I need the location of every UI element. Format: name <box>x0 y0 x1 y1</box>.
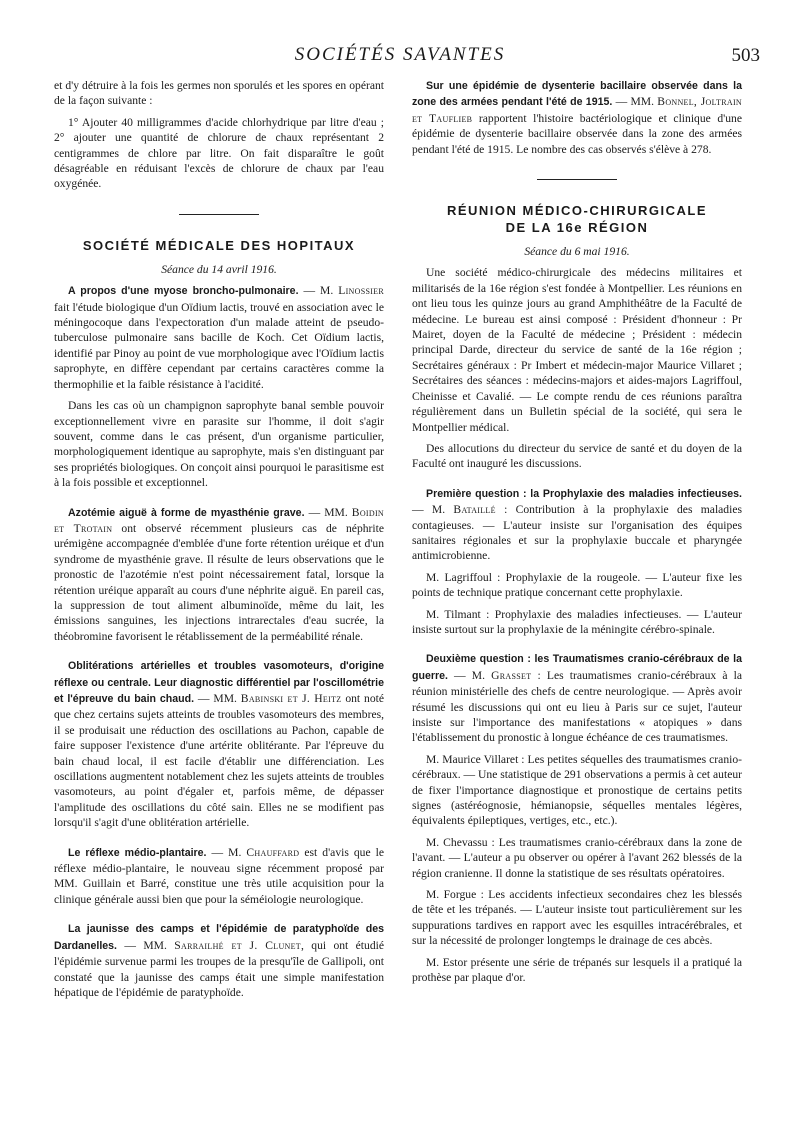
communication: M. Tilmant : Prophylaxie des maladies infectieuses. — L'auteur insiste surtout sur la prophylaxie de la méningite cérébro-spinale. <box>412 607 742 636</box>
right-column <box>412 78 742 992</box>
separator: — MM. <box>194 692 241 705</box>
left-column <box>54 78 384 1006</box>
article-text: fait l'étude biologique d'un Oïdium lactis, trouvé en association avec le méningocoque dans l'expectoration d'un malade atteint de pseudo-tuberculose pulmonaire sans bacille de Koch. Cet Oïdium lactis, identifié par Pinoy au point de vue morphologique avec l'Oïdium lactis saprophyte, en diffère cependant par certains caractères comme la thermophilie et la faible résistance à l'acidité. <box>54 300 384 391</box>
running-title: SOCIÉTÉS SAVANTES <box>294 44 506 65</box>
article-title: A propos d'une myose broncho-pulmonaire. <box>68 285 299 298</box>
section-title: SOCIÉTÉ MÉDICALE DES HOPITAUX <box>82 237 356 253</box>
article-title: Azotémie aiguë à forme de myasthénie grave. <box>68 506 305 519</box>
article-title: La jaunisse des camps et l'épidémie de paratyphoïde des Dardanelles. <box>54 923 384 952</box>
question <box>412 486 742 564</box>
page-number: 503 <box>731 45 760 66</box>
article-text: ont noté que chez certains sujets atteints de troubles vasomoteurs des membres, il se produisait une réduction des oscillations au Pachon, capable de faire supposer l'existence d'une artérite oblitérante. Par l'épreuve du bain chaud local, il est facile d'établir une différenciation. Les oscillations augmentent notablement chez les sujets atteints de troubles vasomoteurs, au point d'égaler et, parfois même, de dépasser l'amplitude des oscillations du côté sain. Elles ne se modifient pas lorsqu'il s'agit d'une oblitération artérielle. <box>54 692 384 830</box>
seance-date: Séance du 14 avril 1916. <box>161 262 277 276</box>
separator: — MM. <box>304 505 352 519</box>
article <box>54 283 384 392</box>
body-paragraph: Une société médico-chirurgicale des médecins militaires et militarisés de la 16e région s'est fondée à Montpellier. Les réunions en ont lieu tous les quinze jours au grand Amphithéâtre de la Faculté de médecine. Le bureau est ainsi composé : Président d'honneur : Pr Mairet, doyen de la Faculté de médecine ; Président : médecin principal Darde, directeur du service de santé de la 16e région ; Secrétaires généraux : Pr Imbert et médecin-major Maurice Villaret ; Secrétaires des séances : médecins-majors et aides-majors Lagriffoul, Cheinisse et Cavalié. — Le compte rendu de ces réunions paraîtra régulièrement dans un Bulletin spécial de la société, qui sera le Montpellier médical. <box>412 266 742 434</box>
intro-paragraph: et d'y détruire à la fois les germes non sporulés et les spores en opérant de la façon suivante : <box>54 79 384 108</box>
communication: M. Forgue : Les accidents infectieux secondaires chez les blessés de tête et les trépanés. — L'auteur insiste tout particulièrement sur les suppurations tardives en rapport avec les esquilles intracérébrales, et sur la nécessité de prolonger longtemps le drainage de ces abcès. <box>412 888 742 948</box>
article-author: Boidin et Trotain <box>54 505 384 535</box>
article <box>412 78 742 157</box>
article-text: : Contribution à la prophylaxie des maladies contagieuses. — L'auteur insiste sur l'organisation des équipes sanitaires régionales et sur la prophylaxie buccale et pharyngée antimicrobienne. <box>412 503 742 563</box>
article <box>54 505 384 645</box>
separator: — M. <box>447 668 492 682</box>
section-title-line: DE LA 16e RÉGION <box>505 220 649 236</box>
section-title-line: RÉUNION MÉDICO-CHIRURGICALE <box>446 203 708 219</box>
separator: — MM. <box>612 95 658 109</box>
question-title: Deuxième question : les Traumatismes cranio-cérébraux de la guerre. <box>412 653 742 682</box>
separator: — M. <box>206 845 247 859</box>
article-author: Chauffard <box>246 845 300 859</box>
article-text: ont observé récemment plusieurs cas de néphrite urémigène accompagnée d'emblée d'une forte rétention uréique et d'un syndrome de myasthénie grave. Il résulte de leurs observations que le pronostic de l'azotémie n'est point nécessairement fatal, lorsque la rétention uréique apparaît au cours d'une néphrite aiguë. En pareil cas, la suppression de tout aliment albuminoïde, même du lait, les émissions sanguines, les injections intrarectales d'eau sucrée, la théobromine favorisent le rétablissement de la perméabilité rénale. <box>54 521 384 643</box>
body-paragraph: Des allocutions du directeur du service de santé et du doyen de la Faculté ont inauguré les discussions. <box>412 441 742 471</box>
article <box>54 845 384 908</box>
seance-date: Séance du 6 mai 1916. <box>524 245 630 259</box>
article-text: : Les traumatismes cranio-cérébraux à la réunion ministérielle des chefs de centre neurologique. — Après avoir résumé les discussions qui ont eu lieu à Paris sur ce sujet, l'auteur insiste sur l'importance des manifestations « atopiques » dans l'établissement du pronostic à longue échéance de ces traumatismes. <box>412 668 742 745</box>
question-title: Première question : la Prophylaxie des maladies infectieuses. <box>426 487 742 500</box>
article-author: Sarrailhé et J. Clunet <box>174 938 301 952</box>
separator: — M. <box>298 284 339 298</box>
article-text: rapportent l'histoire bactériologique et clinique d'une épidémie de dysenterie bacillaire observée dans la zone des armées pendant l'été de 1915. Le nombre des cas observés s'élève à 278. <box>412 111 742 156</box>
communication: M. Estor présente une série de trépanés sur lesquels il a pratiqué la prothèse par plaque d'or. <box>412 955 742 985</box>
section-divider <box>537 179 617 180</box>
article-author: Bonnel, Joltrain et Taufliеb <box>412 95 742 125</box>
article-author: Grasset <box>491 668 532 682</box>
separator: — M. <box>412 503 454 517</box>
article-author: Linossier <box>338 284 384 298</box>
article-paragraph: Dans les cas où un champignon saprophyte banal semble pouvoir exceptionnellement vivre en parasite sur l'homme, il doit s'agir souvent, comme dans le cas présent, d'un organisme particulier, morphologiquement identique au saprophyte, mais s'en distinguant par ses propriétés biologiques. On conçoit ainsi pourquoi le parasitisme est à la fois possible et exceptionnel. <box>54 399 384 490</box>
intro-paragraph: 1° Ajouter 40 milligrammes d'acide chlorhydrique par litre d'eau ; 2° ajouter une quantité de chlorure de chaux représentant 2 centigrammes de chlore par litre. On fait disparaître le goût désagréable en réduisant l'excès de chlorure de chaux par l'eau oxygénée. <box>54 115 384 191</box>
article-text: est d'avis que le réflexe médio-plantaire, le nouveau signe récemment proposé par MM. Guillain et Barré, constitue une très utile acquisition pour la clinique générale aussi bien que pour la séméiologie neurologique. <box>54 845 385 906</box>
article-text: , qui ont étudié l'épidémie survenue parmi les troupes de la presqu'île de Gallipoli, ont constaté que la jaunisse des camps était une simple manifestation hépatique de l'épidémie de paratyphoïde. <box>54 938 384 999</box>
communication: M. Maurice Villaret : Les petites séquelles des traumatismes cranio-cérébraux. — Une statistique de 291 observations a permis à cet auteur de fixer l'importance diagnostique et pronostique de certains petits signes (astéréognosie, hémianopsie, séquelles mentales légères, équivalents épileptiques, vertiges, etc., etc.). <box>412 752 742 828</box>
question <box>412 651 742 745</box>
communication: M. Chevassu : Les traumatismes cranio-cérébraux dans la zone de l'avant. — L'auteur a pu observer ou opérer à l'avant 262 blessés de la région cranienne. Il donne la statistique de ses résultats opératoires. <box>412 835 742 880</box>
article <box>54 921 384 1000</box>
article-author: Bataillé <box>453 503 496 517</box>
section-title <box>412 202 742 236</box>
article-title: Le réflexe médio-plantaire. <box>68 846 207 859</box>
article <box>54 658 384 830</box>
section-divider <box>179 214 259 215</box>
communication: M. Lagriffoul : Prophylaxie de la rougeole. — L'auteur fixe les points de technique pratique concernant cette prophylaxie. <box>412 570 742 600</box>
article-author: Babinski et J. Heitz <box>240 692 342 705</box>
separator: — MM. <box>117 938 175 952</box>
article-title: Oblitérations artérielles et troubles vasomoteurs, d'origine réflexe ou centrale. Leur diagnostic différentiel par l'oscillométrie et l'épreuve du bain chaud. <box>54 660 384 705</box>
article-title: Sur une épidémie de dysenterie bacillaire observée dans la zone des armées pendant l'été de 1915. <box>412 80 742 109</box>
